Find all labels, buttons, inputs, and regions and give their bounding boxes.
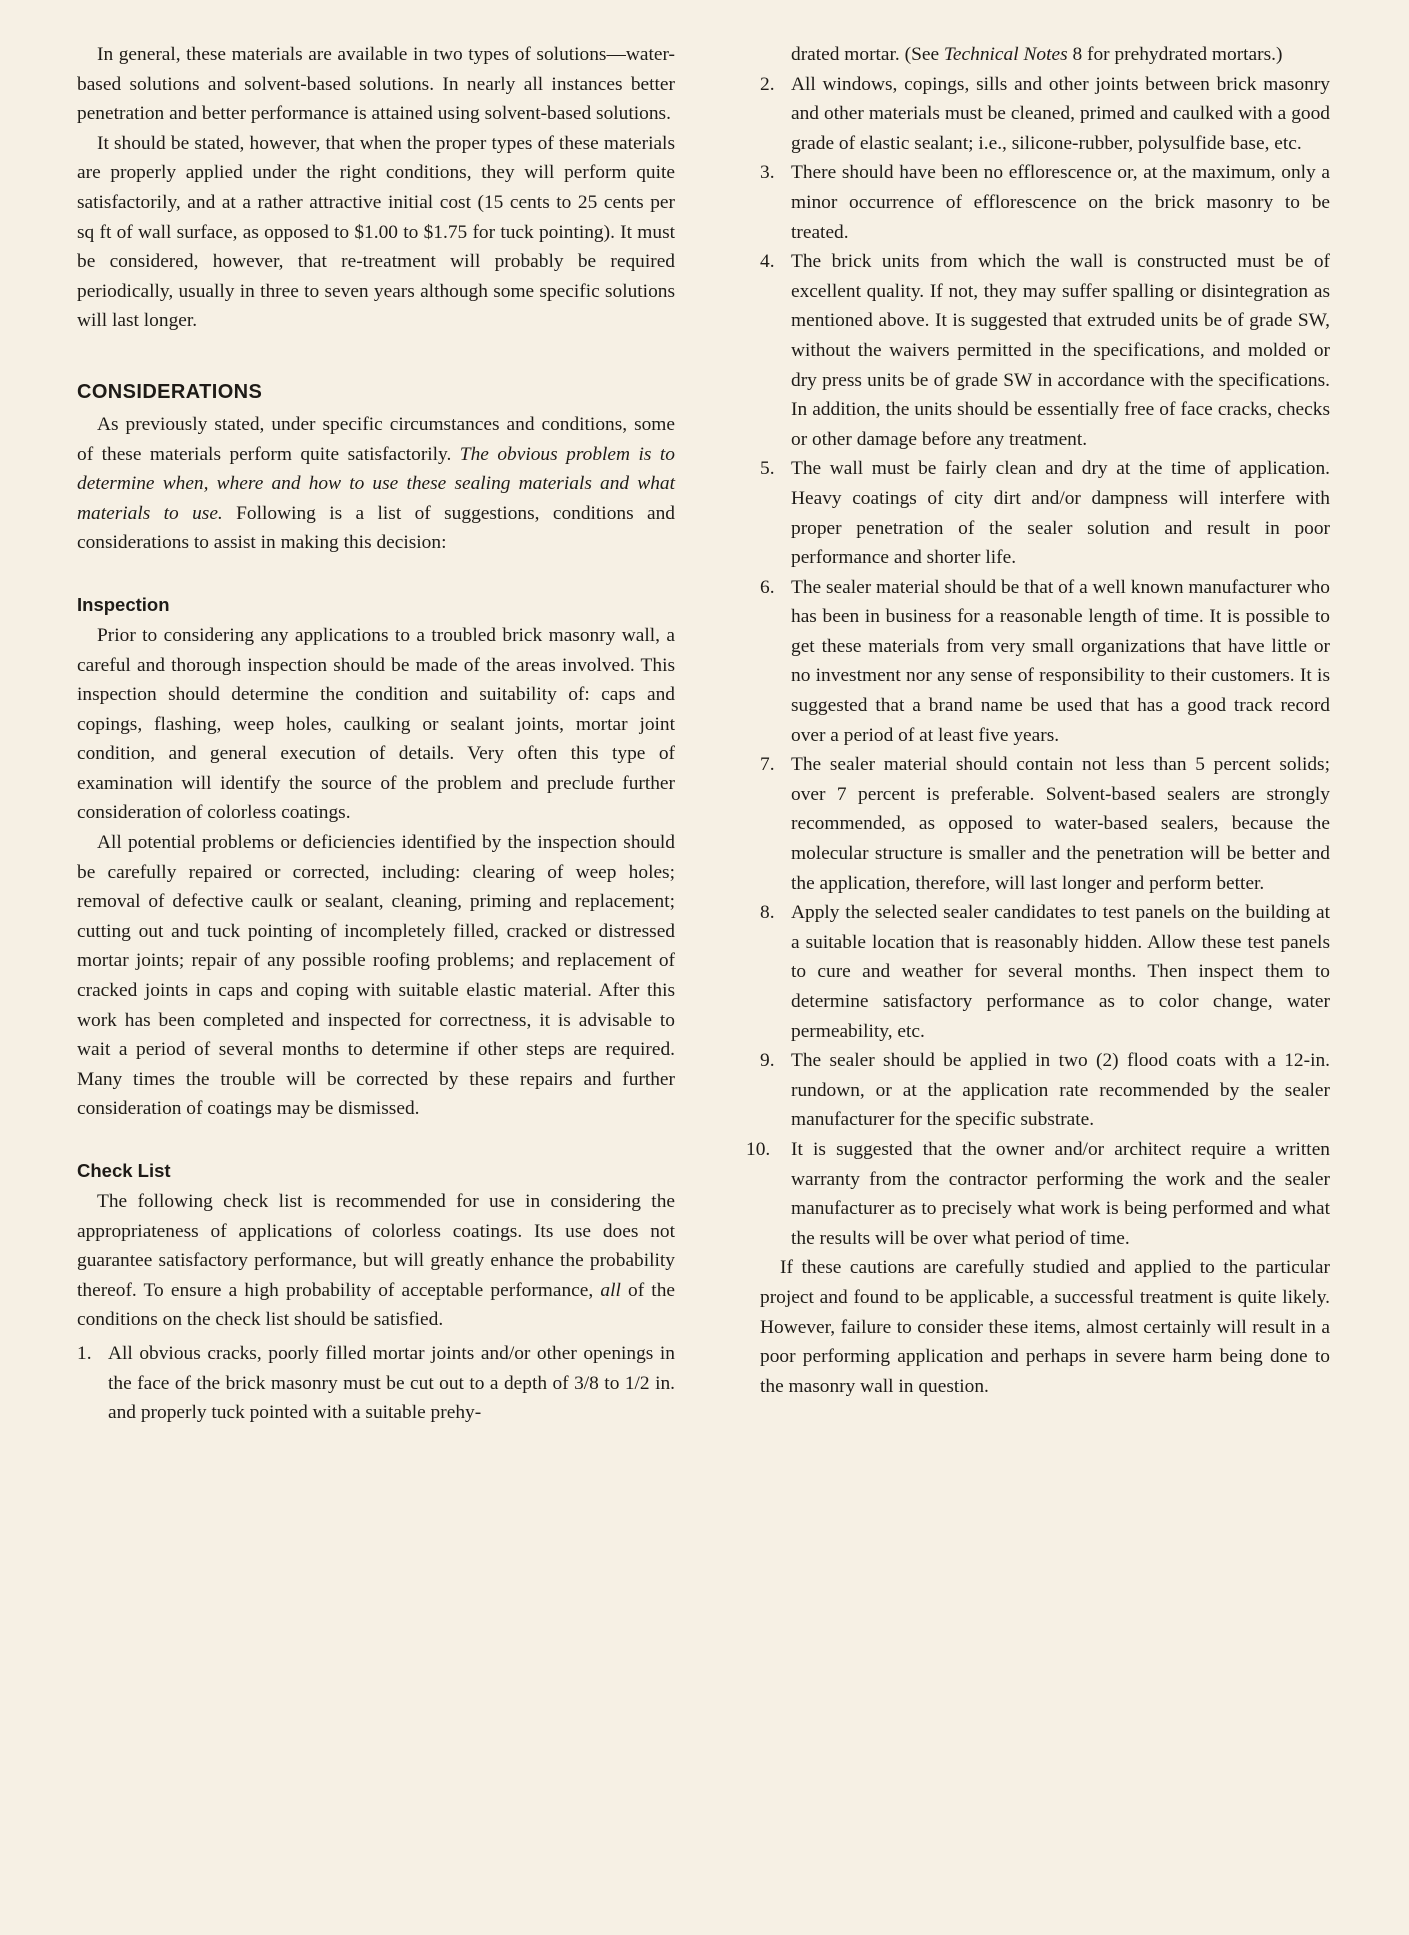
checklist-text-a: The following check list is recommended for use in considering the appropriateness of applications of colorless coatings. Its use does not guarantee satisfactory performance, but will greatly enhance the probability thereof. To ensure a high probability of acceptable performance, [77, 1191, 675, 1301]
left-column [77, 40, 675, 1428]
checklist-item-text: The sealer should be applied in two (2) flood coats with a 12-in. rundown, or at the application rate recommended by the sealer manufacturer for the specific substrate. [791, 1050, 1330, 1131]
checklist-item-number: 7. [760, 754, 775, 776]
inspection-paragraph-2: All potential problems or deficiencies identified by the inspection should be carefully repaired or corrected, including: clearing of weep holes; removal of defective caulk or sealant, cleaning, priming and replacement; cutting out and tuck pointing of incompletely filled, cracked or distressed mortar joints; repair of any possible roofing problems; and replacement of cracked joints in caps and coping with suitable elastic material. After this work has been completed and inspected for correctness, it is advisable to wait a period of several months to determine if other steps are required. Many times the trouble will be corrected by these repairs and further consideration of coatings may be dismissed. [77, 832, 675, 1120]
checklist-item-3 [760, 158, 1330, 247]
checklist-item-number: 2. [760, 73, 775, 95]
checklist-item-2 [760, 70, 1330, 159]
item1-cont-text-a: drated mortar. (See [791, 44, 944, 65]
checklist-item-9 [760, 1046, 1330, 1135]
checklist-item-6 [760, 573, 1330, 751]
considerations-text-a: As previously stated, under specific circumstances and conditions, some of these materials perform quite satisfactorily. [77, 413, 675, 465]
checklist-item-number: 4. [760, 251, 775, 273]
checklist-item-text: It is suggested that the owner and/or architect require a written warranty from the contractor performing the work and the sealer manufacturer as to precisely what work is being performed and what the results will be over what period of time. [791, 1138, 1330, 1249]
checklist-text-b: of the conditions on the check list should be satisfied. [77, 1279, 675, 1331]
checklist-list-right [746, 40, 1330, 1253]
right-column [746, 40, 1330, 1401]
checklist-item-text: The wall must be fairly clean and dry at the time of application. Heavy coatings of city dirt and/or dampness will interfere with proper penetration of the sealer solution and result in poor performance and shorter life. [791, 458, 1330, 569]
inspection-heading: Inspection [77, 593, 170, 615]
checklist-item-1 [77, 1339, 675, 1428]
considerations-text-b: Following is a list of suggestions, conditions and considerations to assist in making this decision: [77, 502, 676, 554]
checklist-item-number: 8. [760, 902, 775, 924]
considerations-paragraph [77, 410, 675, 558]
checklist-heading: Check List [77, 1160, 171, 1181]
checklist-item-10 [746, 1135, 1330, 1253]
intro-paragraph-2: It should be stated, however, that when the proper types of these materials are properly applied under the right conditions, they will perform quite satisfactorily, and at a rather attractive initial cost (15 cents to 25 cents per sq ft of wall surface, as opposed to $1.00 to $1.75 for tuck pointing). It must be considered, however, that re-treatment will probably be required periodically, usually in three to seven years although some specific solutions will last longer. [77, 132, 675, 332]
checklist-item-number: 5. [760, 458, 775, 480]
checklist-item-1-continued [760, 40, 1330, 70]
considerations-italic-text: The obvious problem is to determine when, where and how to use these sealing materials and what materials to use. [77, 443, 675, 524]
checklist-item-number: 9. [760, 1050, 775, 1072]
checklist-item-text: All obvious cracks, poorly filled mortar joints and/or other openings in the face of the brick masonry must be cut out to a depth of 3/8 to 1/2 in. and properly tuck pointed with a suitable prehy- [108, 1342, 675, 1424]
considerations-heading: CONSIDERATIONS [77, 380, 263, 403]
checklist-item-number: 1. [77, 1342, 92, 1364]
checklist-item-4 [760, 247, 1330, 454]
checklist-item-text: The sealer material should contain not less than 5 percent solids; over 7 percent is preferable. Solvent-based sealers are strongly recommended, as opposed to water-based sealers, because the molecular structure is smaller and the penetration will be better and the application, therefore, will last longer and perform better. [791, 754, 1330, 894]
checklist-item-5 [760, 454, 1330, 572]
inspection-paragraph-1: Prior to considering any applications to a troubled brick masonry wall, a careful and thorough inspection should be made of the areas involved. This inspection should determine the condition and suitability of: caps and copings, flashing, weep holes, caulking or sealant joints, mortar joint condition, and general execution of details. Very often this type of examination will identify the source of the problem and preclude further consideration of colorless coatings. [77, 624, 675, 824]
item1-cont-text-b: 8 for prehydrated mortars.) [1067, 44, 1283, 65]
checklist-item-8 [760, 898, 1330, 1046]
item1-cont-italic: Technical Notes [943, 44, 1068, 65]
checklist-item-text: The brick units from which the wall is constructed must be of excellent quality. If not, they may suffer spalling or disintegration as mentioned above. It is suggested that extruded units be of grade SW, without the waivers permitted in the specifications, and molded or dry press units be of grade SW in accordance with the specifications. In addition, the units should be essentially free of face cracks, checks or other damage before any treatment. [791, 251, 1330, 450]
checklist-italic-text: all [600, 1279, 621, 1301]
checklist-list-left [77, 1339, 675, 1428]
checklist-item-text: Apply the selected sealer candidates to test panels on the building at a suitable location that is reasonably hidden. Allow these test panels to cure and weather for several months. Then inspect them to determine satisfactory performance as to color change, water permeability, etc. [791, 902, 1330, 1042]
closing-paragraph: If these cautions are carefully studied and applied to the particular project and found to be applicable, a successful treatment is quite likely. However, failure to consider these items, almost certainly will result in a poor performing application and perhaps in severe harm being done to the masonry wall in question. [760, 1257, 1330, 1397]
checklist-item-text: All windows, copings, sills and other joints between brick masonry and other materials must be cleaned, primed and caulked with a good grade of elastic sealant; i.e., silicone-rubber, polysulfide base, etc. [791, 73, 1330, 154]
checklist-item-number: 3. [760, 162, 775, 184]
checklist-item-7 [760, 750, 1330, 898]
checklist-item-number: 10. [746, 1138, 771, 1160]
checklist-paragraph [77, 1187, 675, 1335]
intro-paragraph-1: In general, these materials are available in two types of solutions—water-based solutions and solvent-based solutions. In nearly all instances better penetration and better performance is attained using solvent-based solutions. [77, 44, 675, 125]
checklist-item-number: 6. [760, 576, 775, 598]
checklist-item-text: The sealer material should be that of a well known manufacturer who has been in business for a reasonable length of time. It is possible to get these materials from very small organizations that have little or no investment nor any sense of responsibility to their customers. It is suggested that a brand name be used that has a good track record over a period of at least five years. [791, 576, 1330, 746]
checklist-item-text: There should have been no efflorescence or, at the maximum, only a minor occurrence of efflorescence on the brick masonry to be treated. [791, 162, 1330, 243]
